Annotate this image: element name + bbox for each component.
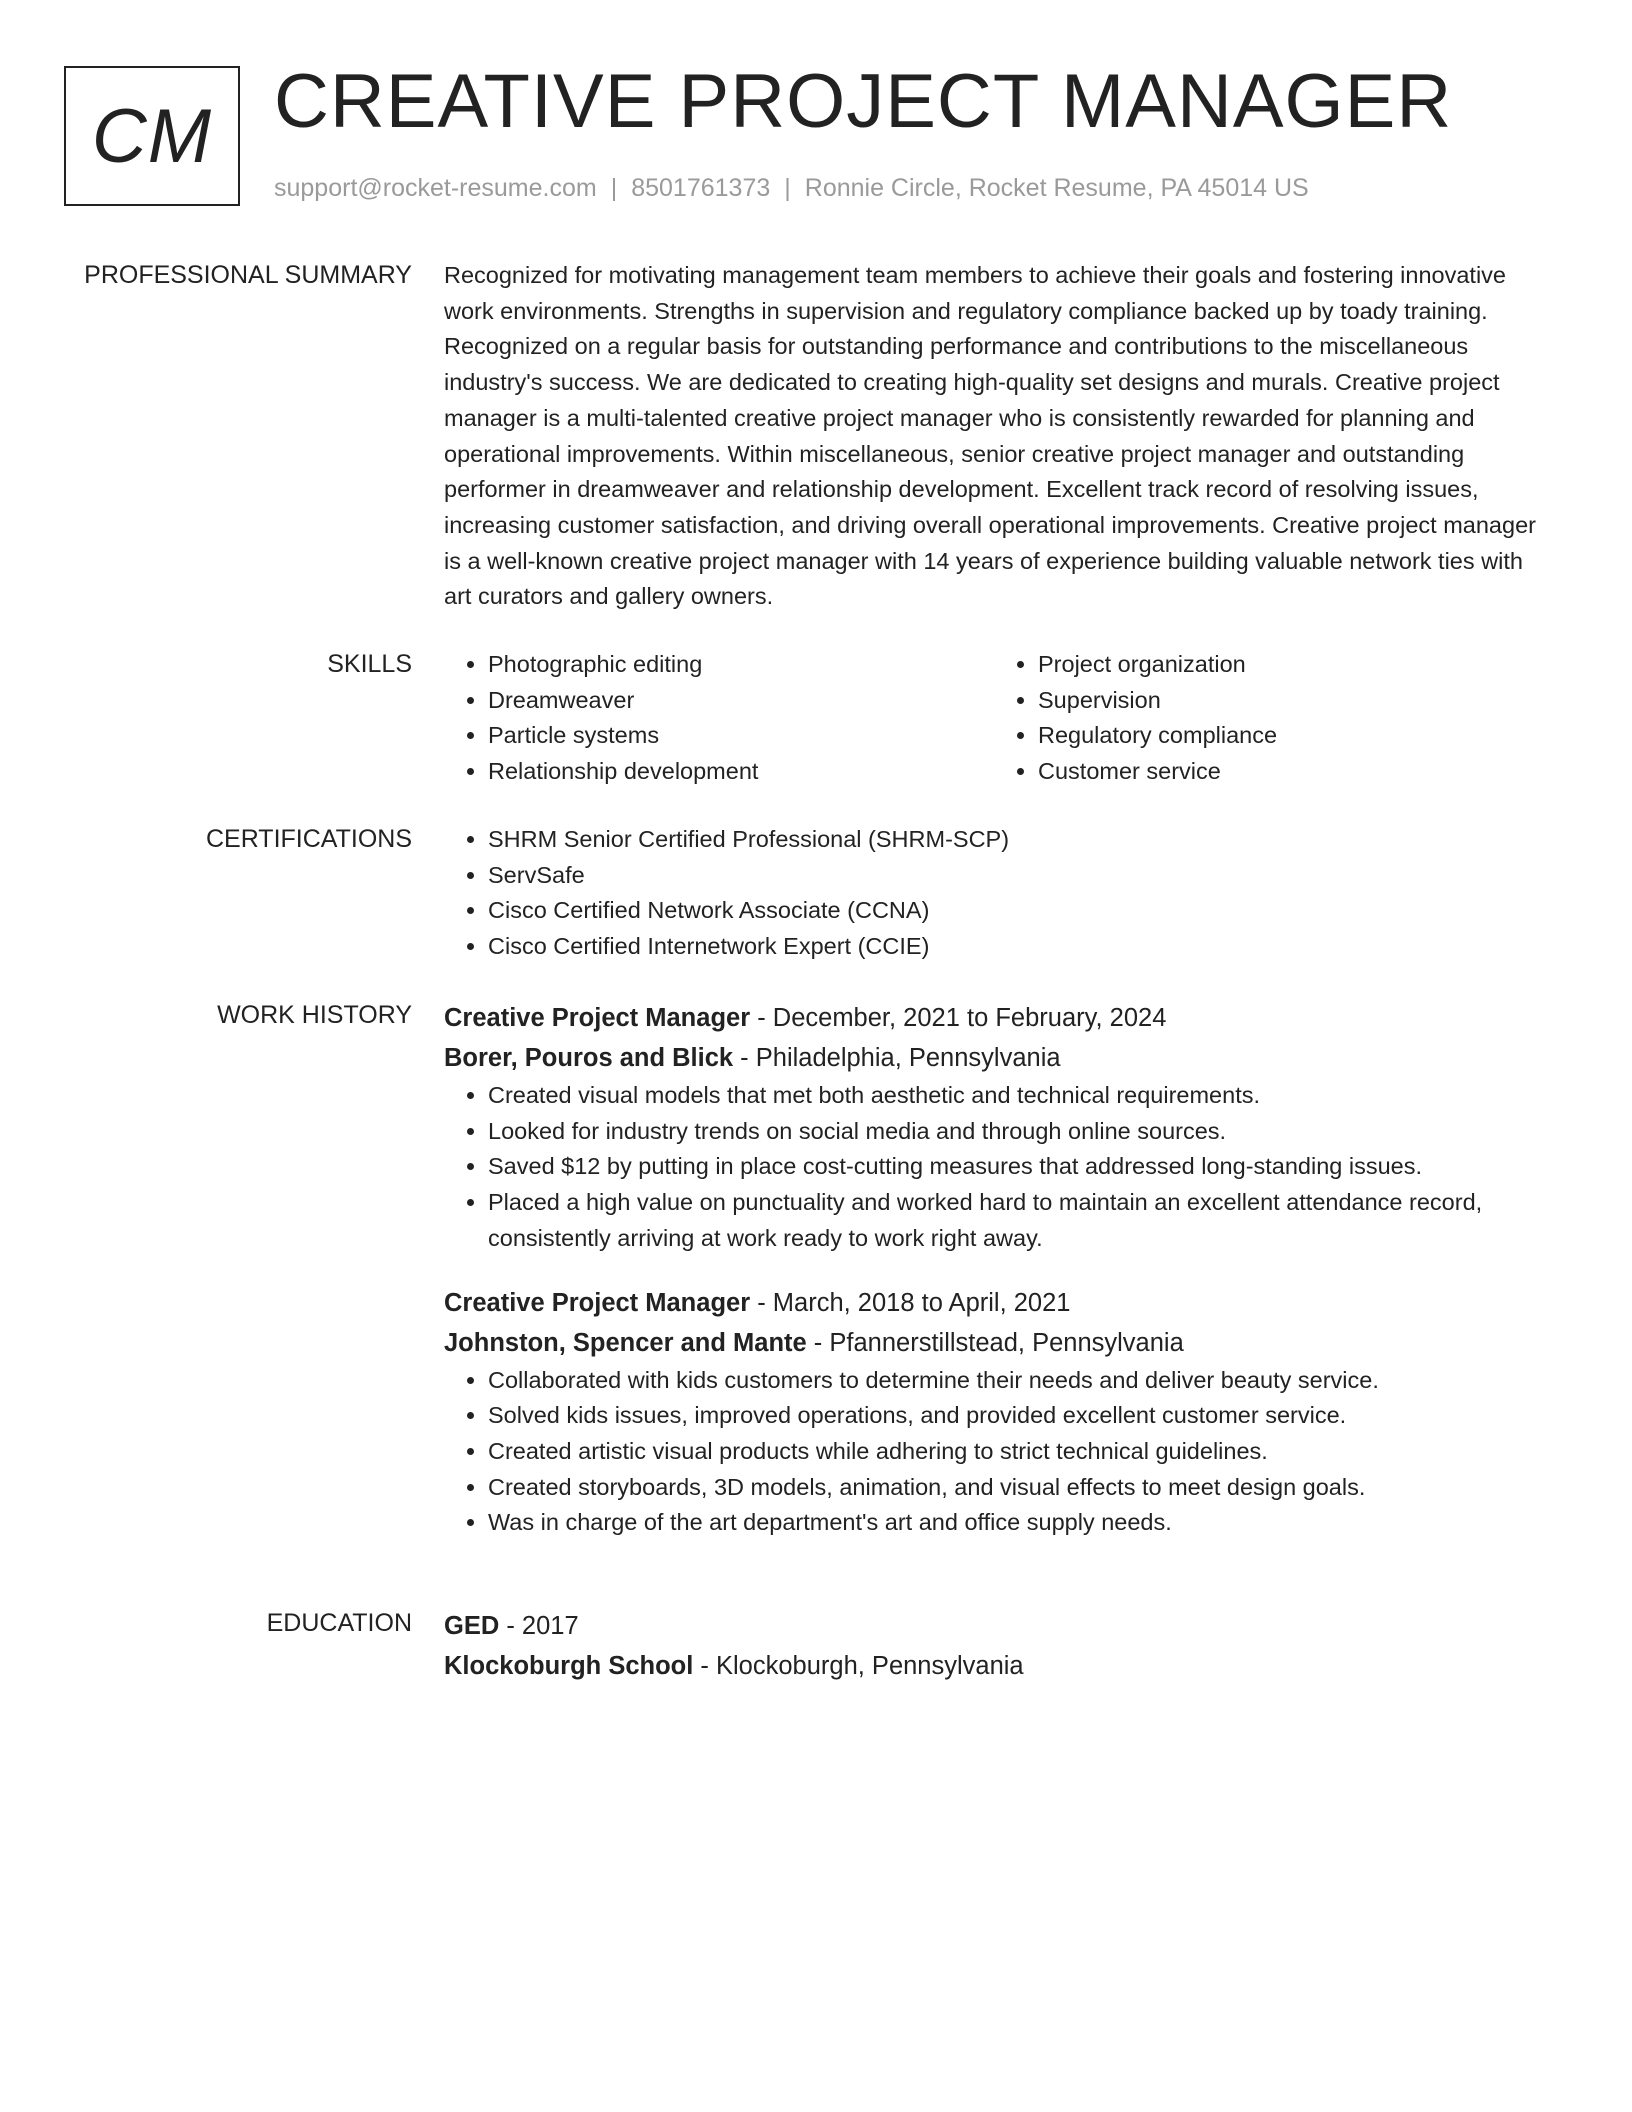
section-label-certifications: CERTIFICATIONS — [205, 825, 412, 853]
list-item: • Cisco Certified Internetwork Expert (CCIE) — [488, 929, 1544, 965]
job-company: Borer, Pouros and Blick — [444, 1044, 734, 1072]
list-item: • Saved $12 by putting in place cost-cutting measures that addressed long-standing issues. — [488, 1149, 1544, 1185]
job-dates: - December, 2021 to February, 2024 — [750, 1004, 1167, 1032]
list-item: • Solved kids issues, improved operations, and provided excellent customer service. — [488, 1398, 1544, 1434]
list-item: • Regulatory compliance — [1038, 718, 1544, 754]
list-item: • Relationship development — [488, 754, 994, 790]
skills-body — [444, 647, 1544, 790]
list-item: • Supervision — [1038, 683, 1544, 719]
job-duties-list — [444, 1363, 1544, 1542]
list-item: • Photographic editing — [488, 647, 994, 683]
contact-email: support@rocket-resume.com — [274, 174, 597, 202]
job-title-line — [444, 1283, 1544, 1323]
job-location: - Philadelphia, Pennsylvania — [733, 1044, 1061, 1072]
contact-separator: | — [610, 174, 618, 202]
job-duties-list — [444, 1078, 1544, 1257]
list-item: • ServSafe — [488, 858, 1544, 894]
education-body — [444, 1606, 1544, 1686]
work-body — [444, 998, 1544, 1541]
list-item: • Created visual models that met both aesthetic and technical requirements. — [488, 1078, 1544, 1114]
job-entry — [444, 1283, 1544, 1542]
list-item: • Cisco Certified Network Associate (CCNA) — [488, 893, 1544, 929]
job-entry — [444, 998, 1544, 1257]
education-school-line — [444, 1646, 1544, 1686]
monogram-logo: CM — [64, 66, 240, 206]
job-company-line — [444, 1038, 1544, 1078]
list-item: • Customer service — [1038, 754, 1544, 790]
job-company-line — [444, 1323, 1544, 1363]
list-item: • Created artistic visual products while adhering to strict technical guidelines. — [488, 1434, 1544, 1470]
certifications-body — [444, 822, 1544, 965]
skills-list-left — [444, 647, 994, 790]
education-degree-line — [444, 1606, 1544, 1646]
education-degree: GED — [444, 1612, 500, 1640]
job-dates: - March, 2018 to April, 2021 — [750, 1288, 1071, 1317]
job-title-line — [444, 998, 1544, 1038]
certifications-list — [444, 822, 1544, 965]
education-school: Klockoburgh School — [444, 1652, 694, 1680]
list-item: • Collaborated with kids customers to determine their needs and deliver beauty service. — [488, 1363, 1544, 1399]
skills-list-right — [994, 647, 1544, 790]
list-item: • Placed a high value on punctuality and worked hard to maintain an excellent attendance record, consistently arriving at work ready to work right away. — [488, 1185, 1544, 1256]
education-location: - Klockoburgh, Pennsylvania — [693, 1652, 1024, 1680]
job-location: - Pfannerstillstead, Pennsylvania — [806, 1328, 1184, 1357]
education-year: - 2017 — [499, 1612, 579, 1640]
section-label-education: EDUCATION — [266, 1609, 412, 1637]
list-item: • Project organization — [1038, 647, 1544, 683]
list-item: • Was in charge of the art department's art and office supply needs. — [488, 1505, 1544, 1541]
section-label-skills: SKILLS — [327, 650, 412, 678]
list-item: • SHRM Senior Certified Professional (SHRM-SCP) — [488, 822, 1544, 858]
contact-address: Ronnie Circle, Rocket Resume, PA 45014 US — [804, 174, 1309, 202]
page-title: CREATIVE PROJECT MANAGER — [274, 59, 1453, 144]
summary-body — [444, 258, 1544, 615]
job-title: Creative Project Manager — [444, 1288, 751, 1317]
contact-separator: | — [784, 174, 791, 202]
job-company: Johnston, Spencer and Mante — [444, 1328, 807, 1357]
contact-line — [274, 172, 1309, 204]
section-label-summary: PROFESSIONAL SUMMARY — [84, 261, 412, 289]
job-title: Creative Project Manager — [444, 1004, 751, 1032]
section-label-work: WORK HISTORY — [217, 1001, 412, 1029]
contact-phone: 8501761373 — [631, 174, 771, 202]
summary-text: Recognized for motivating management team members to achieve their goals and fostering innovative work environments. Strengths in supervision and regulatory compliance backed up by toady training. Recognized on a regular basis for outstanding performance and contributions to the miscellaneous industry's success. We are dedicated to creating high-quality set designs and murals. Creative project manager is a multi-talented creative project manager who is consistently rewarded for planning and operational improvements. Within miscellaneous, senior creative project manager and outstanding performer in dreamweaver and relationship development. Excellent track record of resolving issues, increasing customer satisfaction, and driving overall operational improvements. Creative project manager is a well-known creative project manager with 14 years of experience building valuable network ties with art curators and gallery owners. — [444, 262, 1536, 610]
list-item: • Dreamweaver — [488, 683, 994, 719]
list-item: • Looked for industry trends on social media and through online sources. — [488, 1114, 1544, 1150]
list-item: • Particle systems — [488, 718, 994, 754]
list-item: • Created storyboards, 3D models, animation, and visual effects to meet design goals. — [488, 1470, 1544, 1506]
